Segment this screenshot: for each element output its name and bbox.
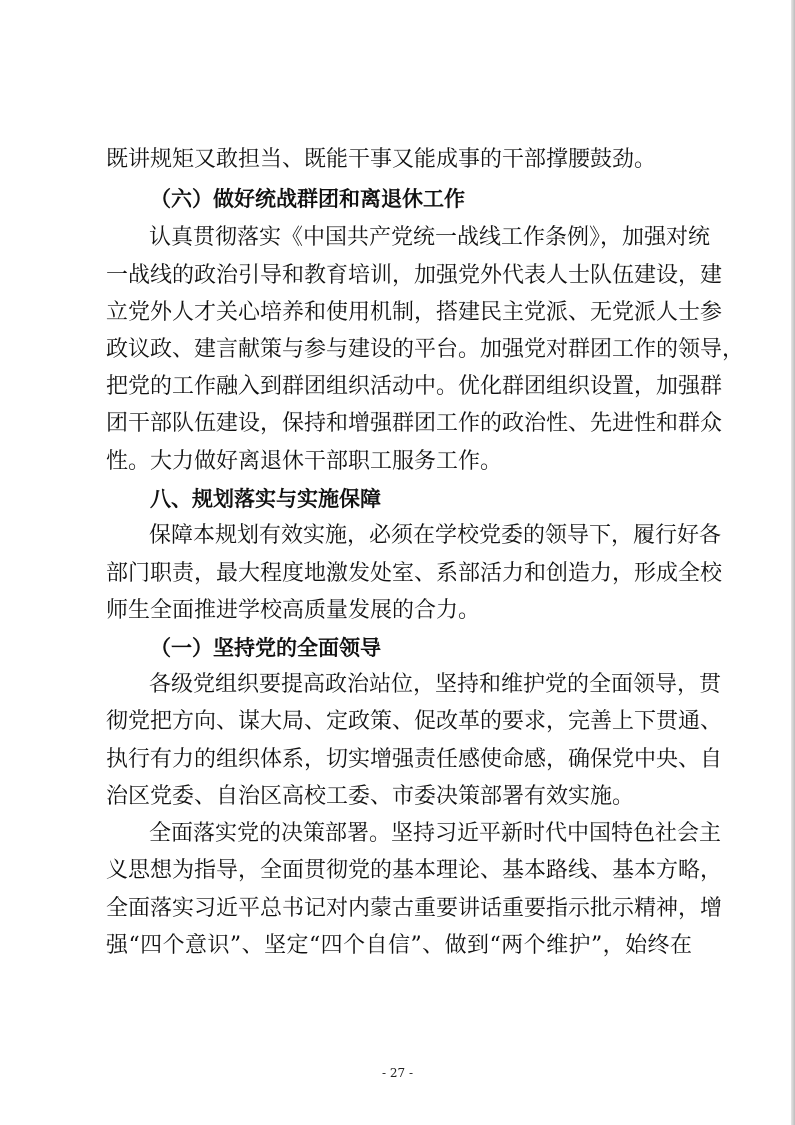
paragraph-line: 保障本规划有效实施，必须在学校党委的领导下，履行好各: [149, 523, 722, 548]
paragraph-line: 彻党把方向、谋大局、定政策、促改革的要求，完善上下贯通、: [106, 709, 723, 734]
chapter-heading-eight: 八、规划落实与实施保障: [150, 487, 381, 511]
paragraph-line: 全面落实习近平总书记对内蒙古重要讲话重要指示批示精神，增: [106, 896, 723, 921]
paragraph-line: 既讲规矩又敢担当、既能干事又能成事的干部撑腰鼓劲。: [106, 147, 657, 172]
paragraph-line: 立党外人才关心培养和使用机制，搭建民主党派、无党派人士参: [106, 300, 723, 325]
paragraph-line: 一战线的政治引导和教育培训，加强党外代表人士队伍建设，建: [106, 263, 723, 288]
paragraph-line: 治区党委、自治区高校工委、市委决策部署有效实施。: [106, 784, 635, 809]
paragraph-line: 执行有力的组织体系，切实增强责任感使命感，确保党中央、自: [106, 747, 723, 772]
paragraph-line: 性。大力做好离退休干部职工服务工作。: [106, 449, 503, 474]
paragraph-line: 义思想为指导，全面贯彻党的基本理论、基本路线、基本方略，: [106, 858, 723, 883]
section-heading-one: （一）坚持党的全面领导: [150, 636, 381, 660]
page-edge-shadow: [791, 0, 795, 1125]
paragraph-line: 强“四个意识”、坚定“四个自信”、做到“两个维护”，始终在: [106, 933, 692, 958]
paragraph-line: 部门职责，最大程度地激发处室、系部活力和创造力，形成全校: [106, 561, 723, 586]
paragraph-line: 政议政、建言献策与参与建设的平台。加强党对群团工作的领导，: [106, 337, 745, 362]
paragraph-line: 团干部队伍建设，保持和增强群团工作的政治性、先进性和群众: [106, 411, 723, 436]
paragraph-line: 师生全面推进学校高质量发展的合力。: [106, 598, 481, 623]
paragraph-line: 全面落实党的决策部署。坚持习近平新时代中国特色社会主: [149, 821, 722, 846]
paragraph-line: 认真贯彻落实《中国共产党统一战线工作条例》，加强对统: [149, 225, 711, 250]
paragraph-line: 各级党组织要提高政治站位，坚持和维护党的全面领导，贯: [149, 672, 722, 697]
paragraph-line: 把党的工作融入到群团组织活动中。优化群团组织设置，加强群: [106, 374, 723, 399]
section-heading-six: （六）做好统战群团和离退休工作: [150, 187, 465, 211]
page-number: - 27 -: [381, 1066, 413, 1080]
